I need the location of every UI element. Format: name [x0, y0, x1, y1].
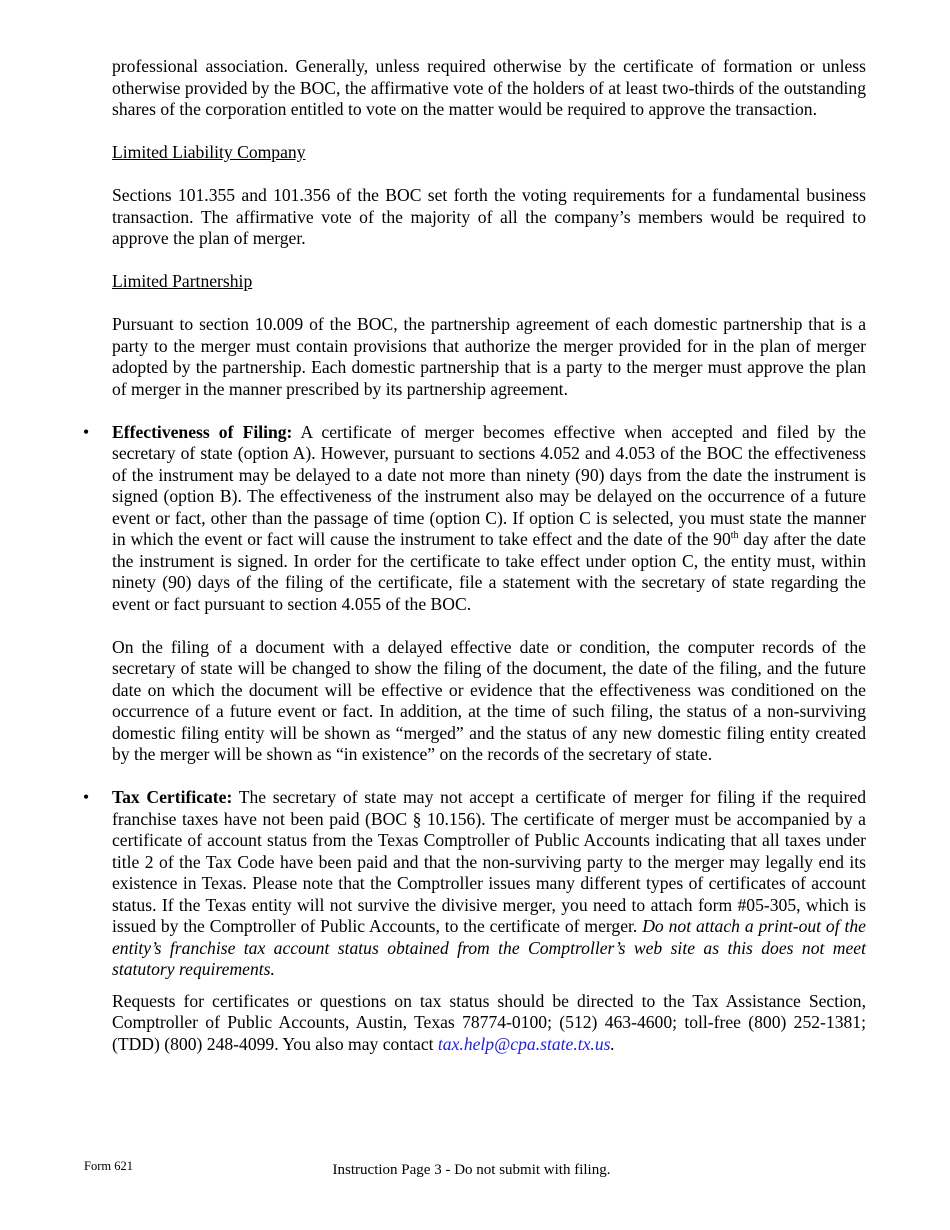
effectiveness-label: Effectiveness of Filing:	[112, 421, 293, 442]
tax-email-link[interactable]: tax.help@cpa.state.tx.us	[437, 1033, 611, 1054]
effectiveness-section	[83, 421, 866, 766]
tax-paragraph	[112, 787, 866, 981]
footer-page-note: Instruction Page 3 - Do not submit with filing.	[332, 1162, 611, 1178]
tax-text: The secretary of state may not accept a certificate of merger for filing if the required franchise taxes have not been paid (BOC § 10.156). The certificate of merger must be accompanied by a certificate of account status from the Texas Comptroller of Public Accounts indicating that all taxes under title 2 of the Tax Code have been paid and that the non-surviving party to the merger may legally end its existence in Texas. Please note that the Comptroller issues many different types of certificates of account status. If the Texas entity will not survive the divisive merger, you need to attach form #05-305, which is issued by the Comptroller of Public Accounts, to the certificate of merger.	[112, 787, 866, 936]
intro-paragraph: professional association. Generally, unless required otherwise by the certificate of formation or unless otherwise provided by the BOC, the affirmative vote of the holders of at least two-thirds of the outstanding shares of the corporation entitled to vote on the matter would be required to approve the transaction.	[112, 56, 866, 119]
footer-form-number: Form 621	[84, 1159, 133, 1173]
llc-paragraph: Sections 101.355 and 101.356 of the BOC set forth the voting requirements for a fundamental business transaction. The affirmative vote of the majority of all the company’s members would be required to approve the plan of merger.	[112, 185, 866, 248]
tax-email-suffix: .	[610, 1033, 615, 1054]
tax-label: Tax Certificate:	[112, 787, 233, 807]
tax-requests-paragraph	[112, 991, 866, 1056]
bullet-icon: •	[83, 787, 90, 807]
tax-requests-text: Requests for certificates or questions on tax status should be directed to the Tax Assistance Section, Comptroller of Public Accounts, Austin, Texas 78774-0100; (512) 463-4600; toll-free (800) 252-1381; (TDD) (800) 248-4099. You also may contact	[112, 990, 866, 1054]
bullet-icon: •	[83, 421, 90, 442]
tax-italic-note: Do not attach a print-out of the entity’s franchise tax account status obtained from the Comptroller’s web site as this does not meet statutory requirements.	[112, 916, 866, 979]
tax-section	[83, 787, 866, 1055]
effectiveness-text-1: A certificate of merger becomes effective when accepted and filed by the secretary of state (option A). However, pursuant to sections 4.052 and 4.053 of the BOC the effectiveness of the instrument may be delayed to a date not more than ninety (90) days from the date the instrument is signed (option B). The effectiveness of the instrument also may be delayed on the occurrence of a future event or fact, other than the passage of time (option C). If option C is selected, you must state the manner in which the event or fact will cause the instrument to take effect and the date of the 90	[112, 421, 866, 549]
lp-heading: Limited Partnership	[112, 271, 253, 291]
effectiveness-superscript: th	[730, 530, 739, 542]
lp-paragraph: Pursuant to section 10.009 of the BOC, the partnership agreement of each domestic partnership that is a party to the merger must contain provisions that authorize the merger provided for in the plan of merger adopted by the partnership. Each domestic partnership that is a party to the merger must approve the plan of merger in the manner prescribed by its partnership agreement.	[112, 314, 866, 399]
document-body	[83, 56, 866, 1055]
delayed-filing-paragraph: On the filing of a document with a delayed effective date or condition, the computer records of the secretary of state will be changed to show the filing of the document, the date of the filing, and the future date on which the document will be effective or evidence that the effectiveness was conditioned on the occurrence of a future event or fact. In addition, at the time of such filing, the status of a non-surviving domestic filing entity will be shown as “merged” and the status of any new domestic filing entity created by the merger will be shown as “in existence” on the records of the secretary of state.	[112, 636, 866, 764]
effectiveness-paragraph	[112, 422, 866, 616]
effectiveness-text-2: day after the date the instrument is signed. In order for the certificate to take effect under option C, the entity must, within ninety (90) days of the filing of the certificate, file a statement with the secretary of state regarding the event or fact pursuant to section 4.055 of the BOC.	[112, 529, 866, 614]
llc-heading: Limited Liability Company	[112, 142, 306, 162]
